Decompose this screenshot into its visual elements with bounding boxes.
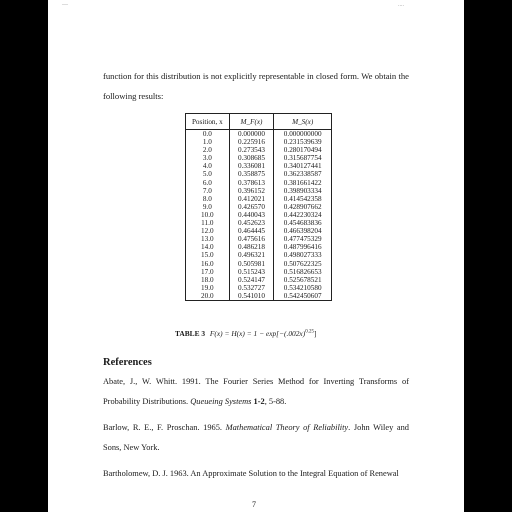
- cell-mf: 0.440043: [229, 211, 274, 219]
- references-heading: References: [103, 357, 152, 368]
- cell-mf: 0.308685: [229, 154, 274, 162]
- cell-ms: 0.454683836: [274, 219, 332, 227]
- table-row: [186, 243, 332, 251]
- cell-position: 20.0: [186, 292, 230, 301]
- corner-mark-right: ....: [398, 2, 404, 8]
- corner-mark-left: —: [62, 2, 68, 8]
- cell-position: 5.0: [186, 170, 230, 178]
- cell-position: 14.0: [186, 243, 230, 251]
- cell-position: 11.0: [186, 219, 230, 227]
- cell-ms: 0.398903334: [274, 187, 332, 195]
- cell-position: 15.0: [186, 251, 230, 259]
- table-row: [186, 146, 332, 154]
- col-header-mf: M_F(x): [229, 114, 274, 130]
- cell-mf: 0.273543: [229, 146, 274, 154]
- cell-mf: 0.464445: [229, 227, 274, 235]
- cell-position: 13.0: [186, 235, 230, 243]
- cell-ms: 0.280170494: [274, 146, 332, 154]
- cell-ms: 0.362338587: [274, 170, 332, 178]
- caption-close: ]: [313, 329, 317, 338]
- cell-mf: 0.486218: [229, 243, 274, 251]
- cell-mf: 0.541010: [229, 292, 274, 301]
- table-row: [186, 187, 332, 195]
- cell-ms: 0.534210580: [274, 284, 332, 292]
- caption-exponent: 0.25: [305, 329, 314, 335]
- cell-position: 12.0: [186, 227, 230, 235]
- cell-ms: 0.477475329: [274, 235, 332, 243]
- table-row: [186, 276, 332, 284]
- cell-ms: 0.466398204: [274, 227, 332, 235]
- cell-position: 0.0: [186, 130, 230, 139]
- table-row: [186, 235, 332, 243]
- cell-position: 3.0: [186, 154, 230, 162]
- table-row: [186, 179, 332, 187]
- cell-position: 8.0: [186, 195, 230, 203]
- table-row: [186, 268, 332, 276]
- table-row: [186, 284, 332, 292]
- cell-mf: 0.426570: [229, 203, 274, 211]
- reference-item: Barlow, R. E., F. Proschan. 1965. Mathematical Theory of Reliability. John Wiley and Sons, New York.: [103, 423, 409, 452]
- cell-ms: 0.414542358: [274, 195, 332, 203]
- col-header-position: Position, x: [186, 114, 230, 130]
- cell-position: 4.0: [186, 162, 230, 170]
- table-header-row: [186, 114, 332, 130]
- table-row: [186, 260, 332, 268]
- cell-mf: 0.532727: [229, 284, 274, 292]
- table-caption: [175, 329, 316, 338]
- table-row: [186, 154, 332, 162]
- table-row: [186, 162, 332, 170]
- cell-mf: 0.515243: [229, 268, 274, 276]
- cell-ms: 0.525678521: [274, 276, 332, 284]
- cell-position: 2.0: [186, 146, 230, 154]
- col-header-ms: M_S(x): [274, 114, 332, 130]
- cell-ms: 0.340127441: [274, 162, 332, 170]
- table-row: [186, 211, 332, 219]
- cell-mf: 0.000000: [229, 130, 274, 139]
- table-row: [186, 170, 332, 178]
- page-number: 7: [252, 500, 256, 509]
- cell-mf: 0.505981: [229, 260, 274, 268]
- table-row: [186, 292, 332, 301]
- cell-mf: 0.358875: [229, 170, 274, 178]
- reference-item: Bartholomew, D. J. 1963. An Approximate Solution to the Integral Equation of Renewal: [103, 469, 399, 478]
- cell-mf: 0.412021: [229, 195, 274, 203]
- cell-mf: 0.396152: [229, 187, 274, 195]
- table-row: [186, 195, 332, 203]
- cell-ms: 0.428907662: [274, 203, 332, 211]
- cell-mf: 0.524147: [229, 276, 274, 284]
- cell-position: 18.0: [186, 276, 230, 284]
- table-row: [186, 138, 332, 146]
- cell-ms: 0.315687754: [274, 154, 332, 162]
- scan-border-left: [0, 0, 48, 512]
- reference-item: Abate, J., W. Whitt. 1991. The Fourier Series Method for Inverting Transforms of Probability Distributions. Queueing Systems 1-2, 5-88.: [103, 377, 409, 406]
- table-row: [186, 251, 332, 259]
- cell-mf: 0.336081: [229, 162, 274, 170]
- cell-mf: 0.225916: [229, 138, 274, 146]
- cell-position: 16.0: [186, 260, 230, 268]
- cell-mf: 0.378613: [229, 179, 274, 187]
- cell-ms: 0.381661422: [274, 179, 332, 187]
- cell-position: 17.0: [186, 268, 230, 276]
- caption-formula: F(x) = H(x) = 1 − exp[−(.002x): [209, 329, 306, 338]
- cell-position: 6.0: [186, 179, 230, 187]
- cell-ms: 0.487996416: [274, 243, 332, 251]
- cell-mf: 0.475616: [229, 235, 274, 243]
- table-row: [186, 219, 332, 227]
- table-row: [186, 203, 332, 211]
- cell-ms: 0.542450607: [274, 292, 332, 301]
- scan-border-right: [464, 0, 512, 512]
- body-paragraph: function for this distribution is not explicitly representable in closed form. We obtain the following results:: [103, 71, 409, 101]
- cell-mf: 0.496321: [229, 251, 274, 259]
- cell-ms: 0.000000000: [274, 130, 332, 139]
- cell-position: 7.0: [186, 187, 230, 195]
- cell-position: 1.0: [186, 138, 230, 146]
- table-row: [186, 227, 332, 235]
- caption-label: TABLE 3: [175, 329, 206, 338]
- results-table: [185, 113, 332, 301]
- cell-ms: 0.442230324: [274, 211, 332, 219]
- cell-ms: 0.507622325: [274, 260, 332, 268]
- cell-ms: 0.231539639: [274, 138, 332, 146]
- table-row: [186, 130, 332, 139]
- cell-position: 10.0: [186, 211, 230, 219]
- cell-ms: 0.498027333: [274, 251, 332, 259]
- cell-ms: 0.516826653: [274, 268, 332, 276]
- cell-position: 19.0: [186, 284, 230, 292]
- cell-mf: 0.452623: [229, 219, 274, 227]
- cell-position: 9.0: [186, 203, 230, 211]
